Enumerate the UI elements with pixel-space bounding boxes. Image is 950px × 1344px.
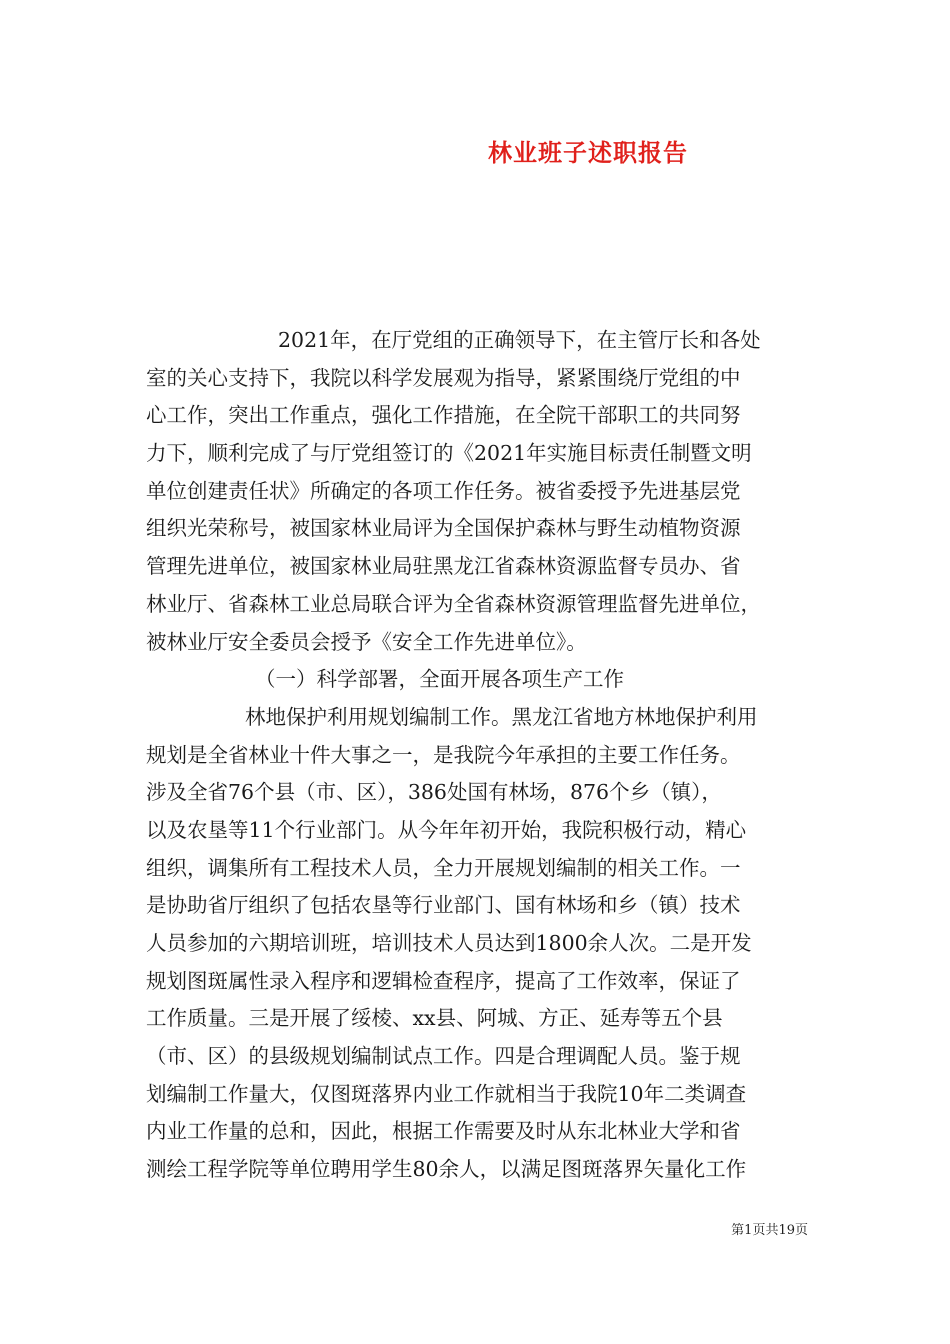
text-line: 被林业厅安全委员会授予《安全工作先进单位》。 — [146, 629, 587, 654]
text-line: 单位创建责任状》所确定的各项工作任务。被省委授予先进基层党 — [146, 478, 741, 503]
document-title: 林业班子述职报告 — [488, 138, 688, 167]
text-line: 涉及全省76个县（市、区），386处国有林场，876个乡（镇）， — [146, 780, 722, 805]
section-heading: （一）科学部署，全面开展各项生产工作 — [255, 667, 624, 692]
text-line: 室的关心支持下，我院以科学发展观为指导，紧紧围绕厅党组的中 — [146, 365, 741, 390]
text-line: 划编制工作量大，仅图斑落界内业工作就相当于我院10年二类调查 — [146, 1081, 747, 1106]
text-line: 人员参加的六期培训班，培训技术人员达到1800余人次。二是开发 — [146, 931, 752, 955]
text-line: 以及农垦等11个行业部门。从今年年初开始，我院积极行动，精心 — [146, 817, 747, 842]
text-line: 组织光荣称号，被国家林业局评为全国保护森林与野生动植物资源 — [146, 516, 741, 541]
text-line: 规划是全省林业十件大事之一，是我院今年承担的主要工作任务。 — [146, 742, 741, 767]
text-line: 心工作，突出工作重点，强化工作措施，在全院干部职工的共同努 — [146, 403, 741, 428]
text-line: 管理先进单位，被国家林业局驻黑龙江省森林资源监督专员办、省 — [146, 554, 741, 579]
text-line: 林地保护利用规划编制工作。黑龙江省地方林地保护利用 — [245, 704, 758, 729]
text-line: 组织，调集所有工程技术人员，全力开展规划编制的相关工作。一 — [146, 855, 741, 880]
page-number-footer: 第1页共19页 — [731, 1223, 808, 1238]
text-line: 力下，顺利完成了与厅党组签订的《2021年实施目标责任制暨文明 — [146, 441, 752, 466]
text-line: 2021年，在厅党组的正确领导下，在主管厅长和各处 — [278, 328, 761, 352]
text-line: 内业工作量的总和，因此，根据工作需要及时从东北林业大学和省 — [146, 1119, 741, 1144]
text-line: （市、区）的县级规划编制试点工作。四是合理调配人员。鉴于规 — [146, 1044, 741, 1069]
text-line: 林业厅、省森林工业总局联合评为全省森林资源管理监督先进单位， — [146, 591, 761, 616]
text-line: 是协助省厅组织了包括农垦等行业部门、国有林场和乡（镇）技术 — [146, 893, 741, 918]
text-line: 工作质量。三是开展了绥棱、xx县、阿城、方正、延寿等五个县 — [146, 1006, 723, 1031]
text-line: 规划图斑属性录入程序和逻辑检查程序，提高了工作效率，保证了 — [146, 968, 741, 993]
document-body — [146, 322, 806, 1189]
text-line: 测绘工程学院等单位聘用学生80余人，以满足图斑落界矢量化工作 — [146, 1157, 747, 1182]
